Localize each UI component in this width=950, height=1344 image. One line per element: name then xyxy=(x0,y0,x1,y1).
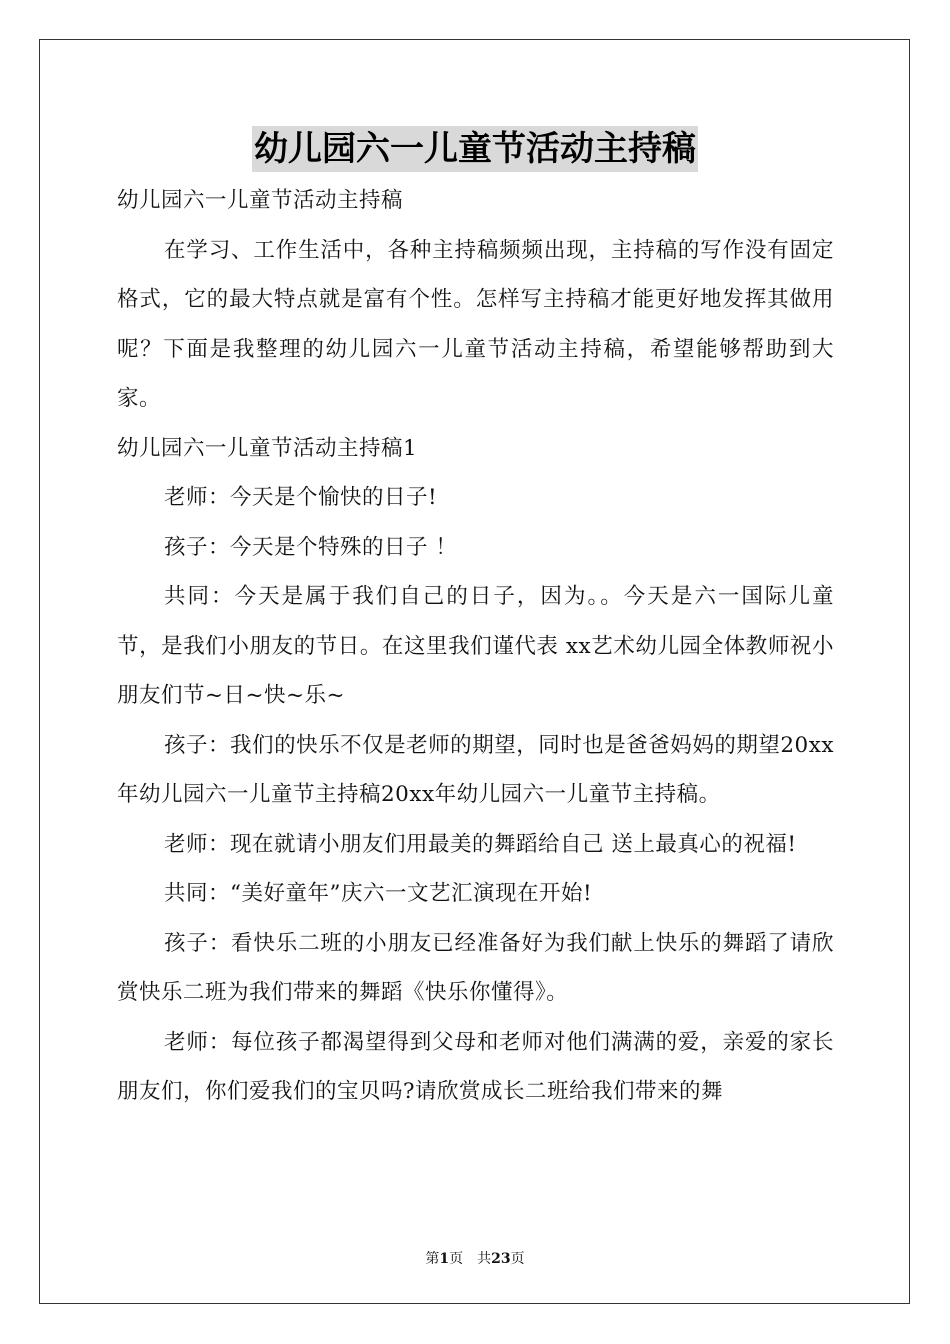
dialogue-paragraph: 共同：今天是属于我们自己的日子，因为。。今天是六一国际儿童节，是我们小朋友的节日。在这里我们谨代表 xx艺术幼儿园全体教师祝小朋友们节~日~快~乐~ xyxy=(117,584,834,708)
dialogue-paragraph: 老师：每位孩子都渴望得到父母和老师对他们满满的爱，亲爱的家长朋友们，你们爱我们的宝贝吗?请欣赏成长二班给我们带来的舞 xyxy=(117,1029,834,1104)
intro-paragraph: 在学习、工作生活中，各种主持稿频频出现，主持稿的写作没有固定格式，它的最大特点就是富有个性。怎样写主持稿才能更好地发挥其做用呢？下面是我整理的幼儿园六一儿童节活动主持稿，希望能够帮助到大家。 xyxy=(117,237,834,411)
total-unit: 页 xyxy=(510,1251,525,1267)
document-body xyxy=(117,176,834,1117)
page-current: 1 xyxy=(439,1251,450,1267)
page-total: 23 xyxy=(491,1251,511,1267)
document-title: 幼儿园六一儿童节活动主持稿 xyxy=(252,126,698,172)
page-unit: 页 xyxy=(449,1251,464,1267)
dialogue-paragraph: 老师：现在就请小朋友们用最美的舞蹈给自己 送上最真心的祝福! xyxy=(164,831,797,857)
dialogue-paragraph: 孩子：今天是个特殊的日子 ！ xyxy=(164,534,458,560)
total-prefix: 共 xyxy=(477,1251,492,1267)
section-heading: 幼儿园六一儿童节活动主持稿1 xyxy=(117,435,418,461)
dialogue-paragraph: 老师：今天是个愉快的日子! xyxy=(164,485,438,510)
subtitle-paragraph: 幼儿园六一儿童节活动主持稿 xyxy=(117,188,404,213)
page-prefix: 第 xyxy=(425,1251,440,1267)
page-footer xyxy=(0,1248,950,1268)
dialogue-paragraph: 孩子：我们的快乐不仅是老师的期望，同时也是爸爸妈妈的期望20xx年幼儿园六一儿童节主持稿20xx年幼儿园六一儿童节主持稿。 xyxy=(117,732,834,807)
dialogue-paragraph: 共同：“美好童年”庆六一文艺汇演现在开始! xyxy=(164,881,593,906)
title-container xyxy=(0,126,950,172)
dialogue-paragraph: 孩子：看快乐二班的小朋友已经准备好为我们献上快乐的舞蹈了请欣赏快乐二班为我们带来的舞蹈《快乐你懂得》。 xyxy=(117,930,834,1005)
